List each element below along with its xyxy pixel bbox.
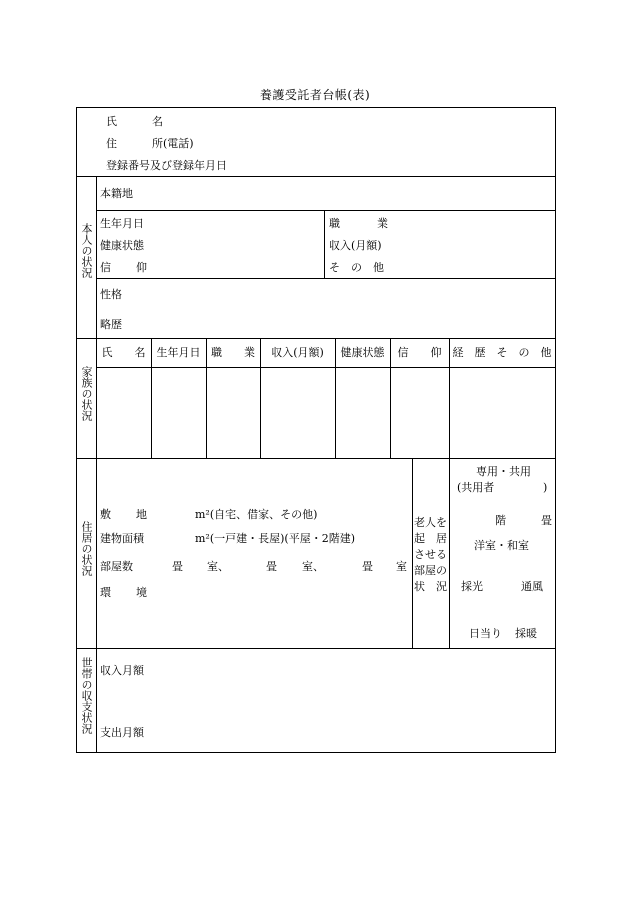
tatami-unit: 畳	[172, 560, 183, 573]
divider	[96, 278, 555, 279]
household-side-label: 世帯の収支状況	[80, 657, 93, 734]
room-unit: 室	[396, 560, 407, 573]
floor-unit: 階	[495, 514, 506, 527]
address-label-a: 住	[106, 137, 117, 150]
history-label: 略歴	[100, 318, 122, 331]
elder-room-label: 起 居	[414, 532, 447, 545]
ledger-form	[76, 107, 556, 753]
divider	[449, 458, 450, 648]
family-header-health: 健康状態	[340, 346, 385, 359]
building-area-label: 建物面積	[100, 532, 144, 545]
personality-label: 性格	[100, 288, 122, 301]
family-header-name: 氏 名	[101, 346, 146, 359]
family-header-background: 経 歴 そ の 他	[452, 346, 552, 359]
page-title: 養護受託者台帳(表)	[259, 88, 371, 102]
shared-by-label: (共用者	[457, 481, 495, 494]
shared-by-close: )	[543, 481, 548, 494]
tatami-unit: 畳	[541, 514, 552, 527]
monthly-income-label: 収入月額	[100, 664, 144, 677]
divider	[324, 210, 325, 278]
tatami-unit: 畳	[362, 560, 373, 573]
family-side-label: 家族の状況	[80, 366, 93, 421]
monthly-expense-label: 支出月額	[100, 726, 144, 739]
elder-room-label: 部屋の	[414, 564, 447, 577]
room-unit: 室、	[207, 560, 229, 573]
health-label: 健康状態	[100, 239, 144, 252]
rooms-label: 部屋数	[100, 560, 133, 573]
family-header-birthdate: 生年月日	[156, 346, 201, 359]
self-side-label: 本人の状況	[80, 223, 93, 278]
elder-room-label: させる	[414, 548, 447, 561]
heating-label: 採暖	[515, 627, 537, 640]
housing-side-label: 住居の状況	[80, 521, 93, 576]
elder-room-label: 状 況	[414, 580, 447, 593]
divider	[412, 458, 413, 648]
faith-label-a: 信	[100, 261, 111, 274]
registration-label: 登録番号及び登録年月日	[106, 159, 227, 172]
name-label-b: 名	[152, 115, 163, 128]
room-style-label: 洋室・和室	[474, 539, 529, 552]
elder-room-label: 老人を	[414, 516, 447, 529]
divider	[77, 648, 555, 649]
room-unit: 室、	[302, 560, 324, 573]
sunlight-label: 日当り	[469, 627, 502, 640]
income-label: 収入(月額)	[329, 239, 382, 252]
occupation-label-b: 業	[377, 217, 388, 230]
family-header-income: 収入(月額)	[271, 346, 324, 359]
environment-label-a: 環	[100, 586, 111, 599]
divider	[77, 338, 555, 339]
divider	[96, 176, 97, 752]
ventilation-label: 通風	[521, 580, 543, 593]
site-unit: m²(自宅、借家、その他)	[195, 508, 318, 521]
lighting-label: 採光	[461, 580, 483, 593]
building-area-unit: m²(一戸建・長屋)(平屋・2階建)	[195, 532, 356, 545]
faith-label-b: 仰	[136, 261, 147, 274]
tatami-unit: 畳	[266, 560, 277, 573]
private-shared-label: 専用・共用	[476, 465, 531, 478]
environment-label-b: 境	[136, 586, 147, 599]
family-header-occupation: 職 業	[211, 346, 255, 359]
address-label-b: 所(電話)	[152, 137, 194, 150]
divider	[96, 367, 555, 368]
site-label-a: 敷	[100, 508, 111, 521]
divider	[77, 458, 555, 459]
divider	[96, 210, 555, 211]
occupation-label-a: 職	[329, 217, 340, 230]
name-label-a: 氏	[106, 115, 117, 128]
site-label-b: 地	[136, 508, 147, 521]
divider	[77, 176, 555, 177]
other-label: そ の 他	[329, 261, 384, 274]
family-header-faith: 信 仰	[397, 346, 442, 359]
birthdate-label: 生年月日	[100, 217, 144, 230]
domicile-label: 本籍地	[100, 187, 133, 200]
